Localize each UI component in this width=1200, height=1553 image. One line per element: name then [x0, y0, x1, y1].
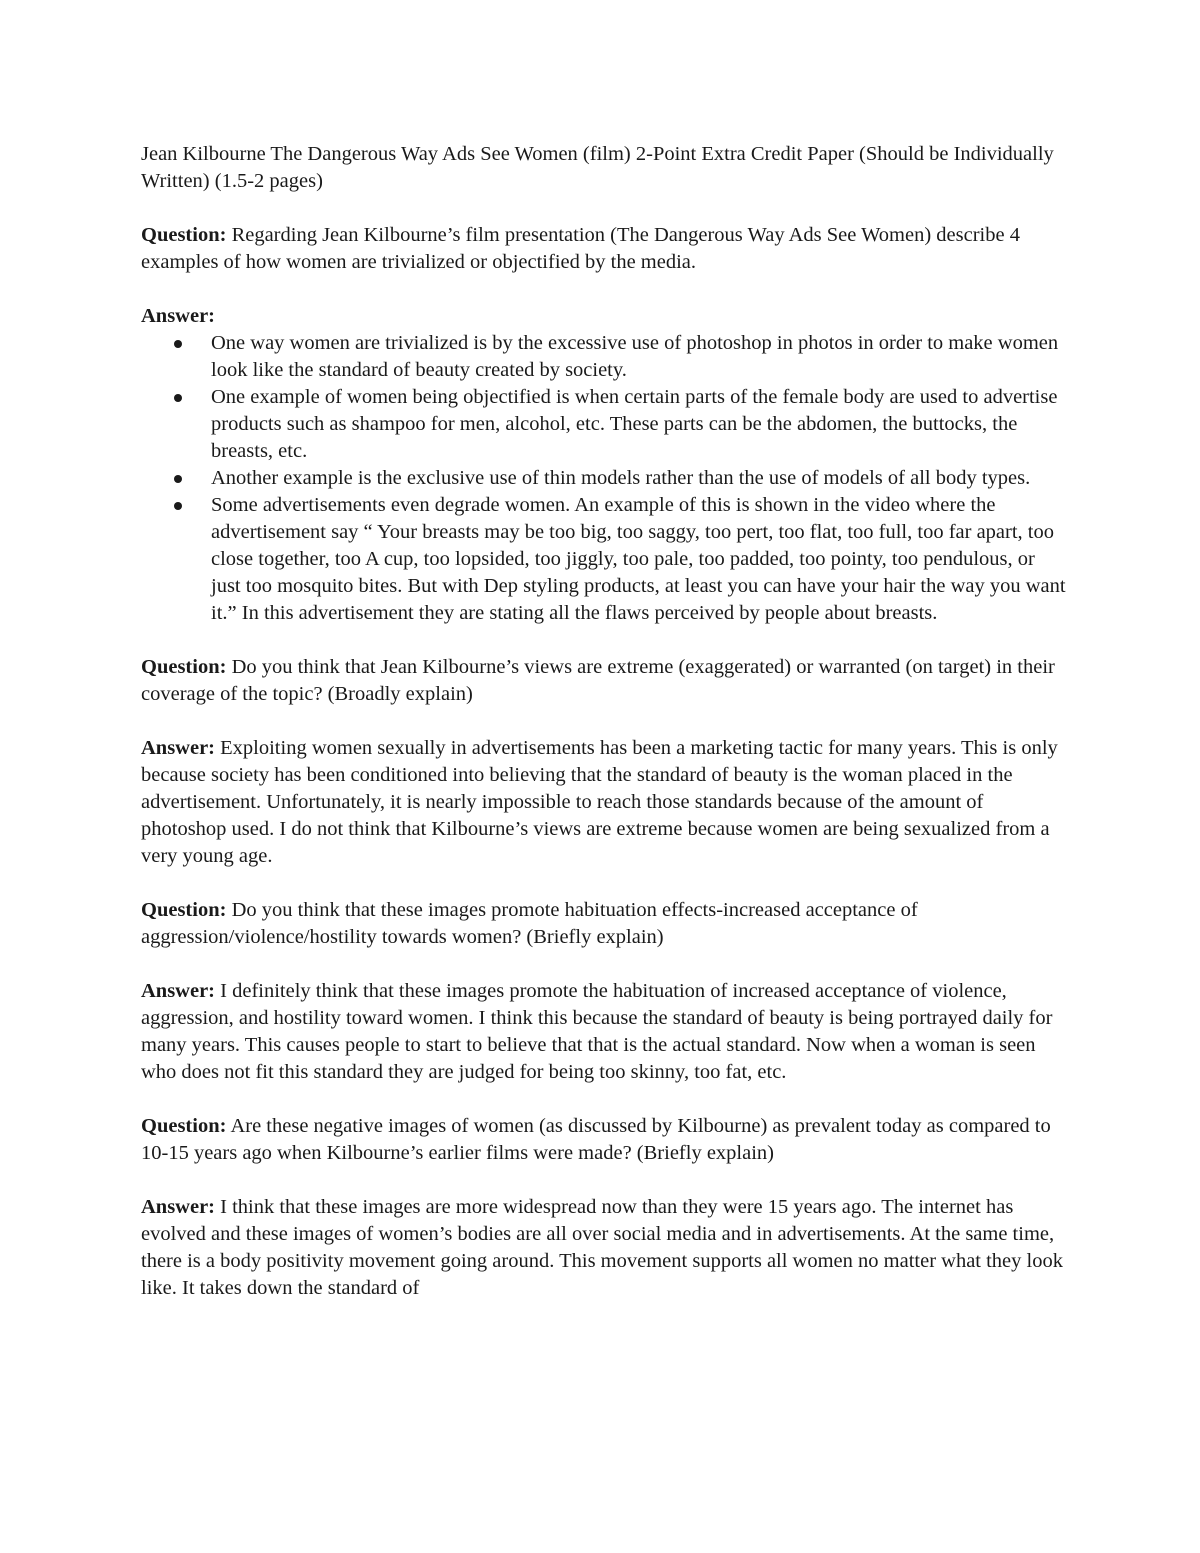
answer-3-text: I definitely think that these images promote the habituation of increased acceptance of violence, aggression, and hostility toward women. I think this because the standard of beauty is being portrayed daily for many years. This causes people to start to believe that that is the actual standard. Now when a woman is seen who does not fit this standard they are judged for being too skinny, too fat, etc. — [141, 980, 1053, 1083]
answer-4 — [141, 1194, 1066, 1302]
answer-2 — [141, 735, 1066, 870]
answer-4-text: I think that these images are more widespread now than they were 15 years ago. The internet has evolved and these images of women’s bodies are all over social media and in advertisements. At the same time, there is a body positivity movement going around. This movement supports all women no matter what they look like. It takes down the standard of — [141, 1196, 1063, 1299]
document-title: Jean Kilbourne The Dangerous Way Ads See Women (film) 2-Point Extra Credit Paper (Should be Individually Written) (1.5-2 pages) — [141, 143, 1054, 192]
question-4-text: Are these negative images of women (as discussed by Kilbourne) as prevalent today as compared to 10-15 years ago when Kilbourne’s earlier films were made? (Briefly explain) — [141, 1115, 1051, 1164]
question-1 — [141, 222, 1066, 276]
question-label: Question: — [141, 224, 227, 246]
bullet-icon — [174, 475, 182, 483]
question-2-text: Do you think that Jean Kilbourne’s views are extreme (exaggerated) or warranted (on target) in their coverage of the topic? (Broadly explain) — [141, 656, 1055, 705]
question-3-text: Do you think that these images promote habituation effects-increased acceptance of aggression/violence/hostility towards women? (Briefly explain) — [141, 899, 918, 948]
answer-label: Answer: — [141, 737, 216, 759]
question-label: Question: — [141, 656, 227, 678]
question-4 — [141, 1113, 1066, 1167]
answer-3 — [141, 978, 1066, 1086]
question-label: Question: — [141, 1115, 227, 1137]
answer-1-label: Answer: — [141, 305, 216, 327]
answer-label: Answer: — [141, 1196, 216, 1218]
question-label: Question: — [141, 899, 227, 921]
list-item — [211, 384, 1066, 465]
list-item — [211, 492, 1066, 627]
question-2 — [141, 654, 1066, 708]
list-item — [211, 330, 1066, 384]
bullet-icon — [174, 394, 182, 402]
document-page — [141, 141, 1066, 1329]
list-item-text: One example of women being objectified is when certain parts of the female body are used to advertise products such as shampoo for men, alcohol, etc. These parts can be the abdomen, the buttocks, the breasts, etc. — [211, 386, 1058, 462]
list-item-text: Another example is the exclusive use of thin models rather than the use of models of all body types. — [211, 467, 1031, 489]
answer-2-text: Exploiting women sexually in advertisements has been a marketing tactic for many years. This is only because society has been conditioned into believing that the standard of beauty is the woman placed in the advertisement. Unfortunately, it is nearly impossible to reach those standards because of the amount of photoshop used. I do not think that Kilbourne’s views are extreme because women are being sexualized from a very young age. — [141, 737, 1058, 867]
question-1-text: Regarding Jean Kilbourne’s film presentation (The Dangerous Way Ads See Women) describe 4 examples of how women are trivialized or objectified by the media. — [141, 224, 1020, 273]
answer-label: Answer: — [141, 980, 216, 1002]
question-3 — [141, 897, 1066, 951]
list-item — [211, 465, 1066, 492]
answer-1-bullet-list — [141, 330, 1066, 627]
bullet-icon — [174, 502, 182, 510]
bullet-icon — [174, 340, 182, 348]
list-item-text: One way women are trivialized is by the excessive use of photoshop in photos in order to make women look like the standard of beauty created by society. — [211, 332, 1059, 381]
list-item-text: Some advertisements even degrade women. An example of this is shown in the video where the advertisement say “ Your breasts may be too big, too saggy, too pert, too flat, too full, too far apart, too close together, too A cup, too lopsided, too jiggly, too pale, too padded, too pointy, too pendulous, or just too mosquito bites. But with Dep styling products, at least you can have your hair the way you want it.” In this advertisement they are stating all the flaws perceived by people about breasts. — [211, 494, 1066, 624]
